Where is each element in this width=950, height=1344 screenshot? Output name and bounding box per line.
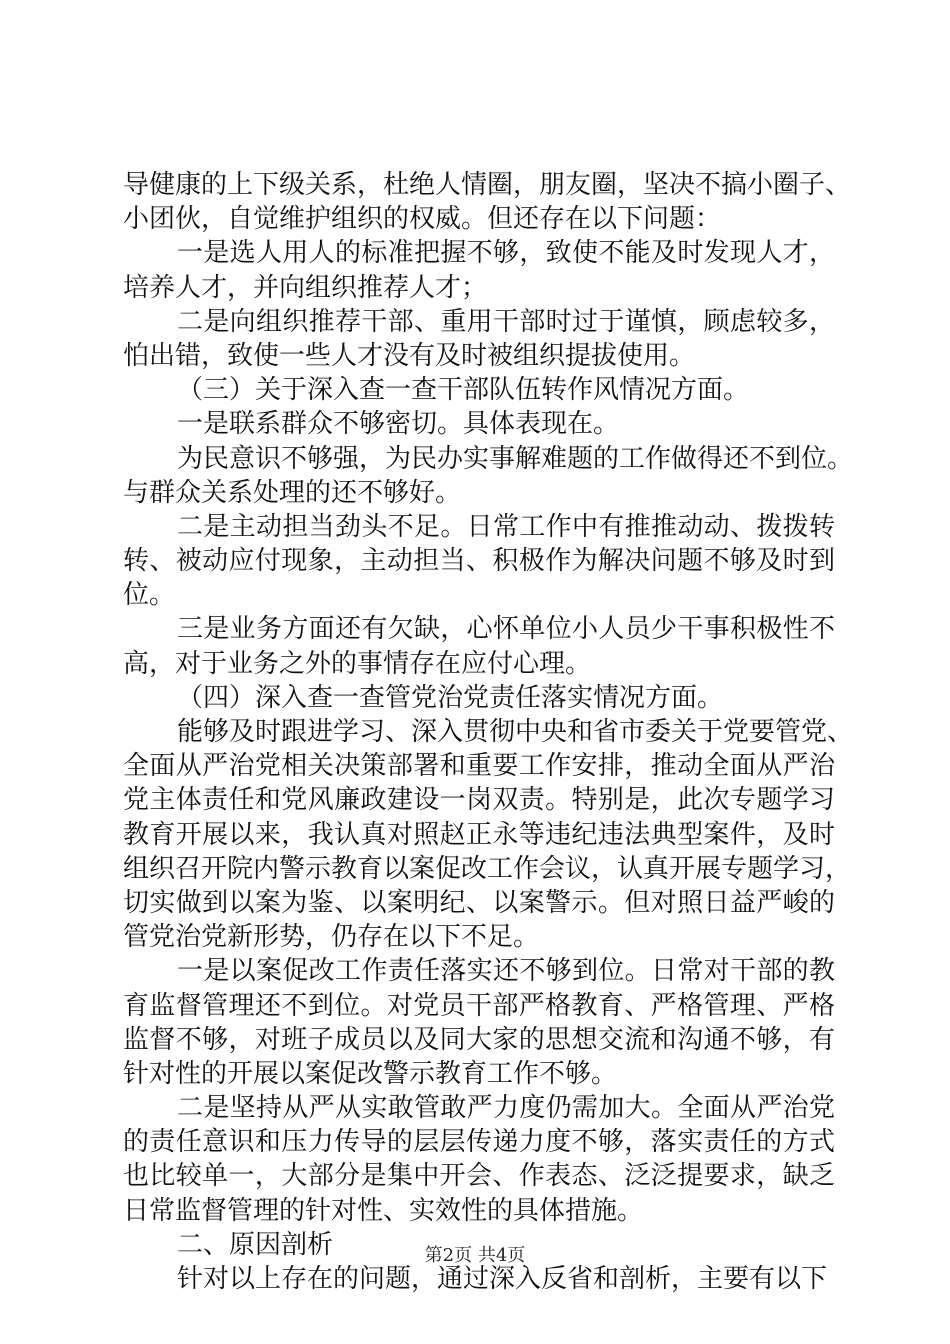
- paragraph-line: 的责任意识和压力传导的层层传递力度不够，落实责任的方式: [123, 1127, 835, 1158]
- paragraph-line: 日常监督管理的针对性、实效性的具体措施。: [123, 1195, 644, 1226]
- paragraph-line: 二是坚持从严从实敢管敢严力度仍需加大。全面从严治党: [177, 1093, 835, 1124]
- paragraph-line: 针对性的开展以案促改警示教育工作不够。: [123, 1058, 618, 1089]
- paragraph-line: 一是以案促改工作责任落实还不够到位。日常对干部的教: [177, 956, 835, 987]
- paragraph-line: 针对以上存在的问题，通过深入反省和剖析，主要有以下: [177, 1264, 828, 1294]
- paragraph-line: 育监督管理还不到位。对党员干部严格教育、严格管理、严格: [123, 990, 835, 1021]
- paragraph-line: 位。: [123, 580, 176, 611]
- paragraph-line: 导健康的上下级关系，杜绝人情圈，朋友圈，坚决不搞小圈子、: [123, 170, 852, 200]
- paragraph-line: 党主体责任和党风廉政建设一岗双责。特别是，此次专题学习: [123, 785, 835, 816]
- paragraph-line: 监督不够，对班子成员以及同大家的思想交流和沟通不够，有: [123, 1024, 835, 1055]
- paragraph-line: 三是业务方面还有欠缺，心怀单位小人员少干事积极性不: [177, 614, 835, 645]
- paragraph-line: 能够及时跟进学习、深入贯彻中央和省市委关于党要管党、: [177, 717, 854, 747]
- paragraph-line: 高，对于业务之外的事情存在应付心理。: [123, 648, 592, 679]
- paragraph-line: 全面从严治党相关决策部署和重要工作安排，推动全面从严治: [123, 751, 835, 782]
- document-body: [123, 168, 854, 1296]
- page-footer: 第2页 共4页: [424, 1245, 526, 1266]
- paragraph-line: 小团伙，自觉维护组织的权威。但还存在以下问题：: [123, 204, 722, 235]
- paragraph-line: 一是选人用人的标准把握不够，致使不能及时发现人才，: [177, 238, 835, 269]
- paragraph-line: 与群众关系处理的还不够好。: [123, 477, 462, 508]
- paragraph-line: 管党治党新形势，仍存在以下不足。: [123, 922, 540, 953]
- paragraph-line: 组织召开院内警示教育以案促改工作会议，认真开展专题学习，: [123, 853, 852, 884]
- paragraph-line: （三）关于深入查一查干部队伍转作风情况方面。: [177, 375, 750, 406]
- paragraph-line: 怕出错，致使一些人才没有及时被组织提拔使用。: [123, 340, 696, 371]
- paragraph-line: 培养人才，并向组织推荐人才；: [123, 272, 488, 303]
- paragraph-line: 二是主动担当劲头不足。日常工作中有推推动动、拨拨转: [177, 511, 835, 542]
- paragraph-line: 教育开展以来，我认真对照赵正永等违纪违法典型案件，及时: [123, 819, 835, 850]
- paragraph-line: 转、被动应付现象，主动担当、积极作为解决问题不够及时到: [123, 546, 835, 577]
- paragraph-line: （四）深入查一查管党治党责任落实情况方面。: [177, 682, 724, 713]
- paragraph-line: 一是联系群众不够密切。具体表现在。: [177, 409, 620, 440]
- paragraph-line: 二是向组织推荐干部、重用干部时过于谨慎，顾虑较多，: [177, 306, 835, 337]
- paragraph-line: 切实做到以案为鉴、以案明纪、以案警示。但对照日益严峻的: [123, 887, 835, 918]
- paragraph-line: 也比较单一，大部分是集中开会、作表态、泛泛提要求，缺乏: [123, 1161, 835, 1192]
- paragraph-line: 二、原因剖析: [177, 1229, 334, 1260]
- paragraph-line: 为民意识不够强，为民办实事解难题的工作做得还不到位。: [177, 443, 854, 474]
